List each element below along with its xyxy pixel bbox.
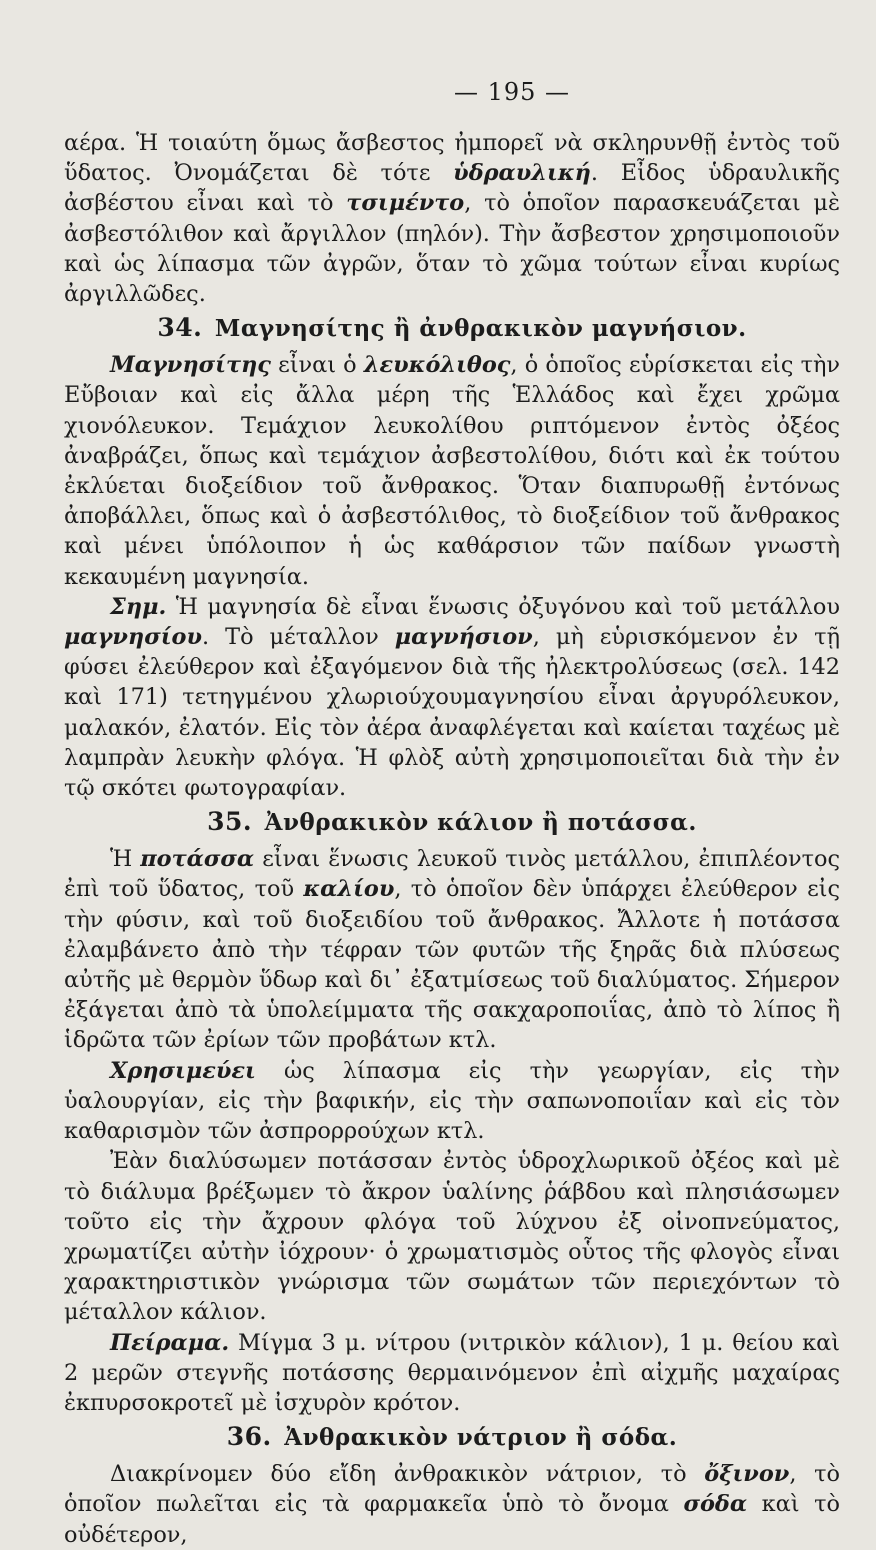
page-number: — 195 — [453, 78, 571, 106]
paragraph-text: Ἡ [110, 846, 141, 873]
paragraph-text: , τὸ ὁποῖον παρασκευάζεται μὲ ἀσβεστόλιθον καὶ ἄργιλλον (πηλόν). Τὴν ἄσβεστον χρησιμοποιοῦν καὶ ὡς λίπασμα τῶν ἀγρῶν, ὅταν τὸ χῶμα τούτων εἶναι κυρίως ἀργιλλῶδες. [64, 190, 840, 308]
section-number: 35. [207, 807, 253, 837]
paragraph-text: . Τὸ μέταλλον [202, 624, 395, 651]
paragraph-text: καὶ τὸ οὐδέτερον, [64, 1491, 840, 1548]
paragraph-text: , μὴ εὑρισκόμενον ἐν τῇ φύσει ἐλεύθερον καὶ ἐξαγόμενον διὰ τῆς ἠλεκτρολύσεως (σελ. 142 καὶ 171) τετηγμένου χλωριούχουμαγνησίου εἶναι ἀργυρόλευκον, μαλακόν, ἐλατόν. Εἰς τὸν ἀέρα ἀναφλέγεται καὶ καίεται ταχέως μὲ λαμπρὰν λευκὴν φλόγα. Ἡ φλὸξ αὐτὴ χρησιμοποιεῖται διὰ τὴν ἐν τῷ σκότει φωτογραφίαν. [64, 624, 840, 802]
paragraph [64, 128, 840, 309]
paragraph-text: εἶναι ἕνωσις λευκοῦ τινὸς μετάλλου, ἐπιπλέοντος ἐπὶ τοῦ ὕδατος, τοῦ [64, 846, 840, 903]
section-title: Ἀνθρακικὸν κάλιον ἢ ποτάσσα. [264, 809, 697, 837]
emphasized-term: καλίου [303, 876, 395, 903]
paragraph-text: , ὁ ὁποῖος εὑρίσκεται εἰς τὴν Εὔβοιαν καὶ εἰς ἄλλα μέρη τῆς Ἑλλάδος καὶ ἔχει χρῶμα χιονόλευκον. Τεμάχιον λευκολίθου ριπτόμενον ἐντὸς ὀξέος ἀναβράζει, ὅπως καὶ τεμάχιον ἀσβεστολίθου, διότι καὶ ἐκ τούτου ἐκλύεται διοξείδιον τοῦ ἄνθρακος. Ὅταν διαπυρωθῇ ἐντόνως ἀποβάλλει, ὅπως καὶ ὁ ἀσβεστόλιθος, τὸ διοξείδιον τοῦ ἄνθρακος καὶ μένει ὑπόλοιπον ἡ ὡς καθάρσιον τῶν παίδων γνωστὴ κεκαυμένη μαγνησία. [64, 352, 840, 590]
emphasized-term: ὄξινον [704, 1461, 790, 1488]
emphasized-term: τσιμέντο [346, 190, 465, 217]
paragraph [64, 350, 840, 592]
section-heading [64, 313, 840, 344]
paragraph-text: ὡς λίπασμα εἰς τὴν γεωργίαν, εἰς τὴν ὑαλουργίαν, εἰς τὴν βαφικήν, εἰς τὴν σαπωνοποιΐαν καὶ εἰς τὸν καθαρισμὸν τῶν ἀσπρορρούχων κτλ. [64, 1057, 840, 1145]
emphasized-term: ποτάσσα [140, 846, 255, 873]
paragraph [64, 1459, 840, 1550]
emphasized-term: μαγνησίου [64, 624, 203, 651]
paragraph [64, 1328, 840, 1419]
emphasized-term: μαγνήσιον [394, 624, 533, 651]
page-content [64, 128, 840, 1550]
emphasized-term: σόδα [683, 1491, 748, 1518]
emphasized-term: Χρησιμεύει [110, 1057, 256, 1084]
section-heading [64, 807, 840, 838]
section-heading [64, 1422, 840, 1453]
paragraph [64, 844, 840, 1055]
paragraph-text: Μίγμα 3 μ. νίτρου (νιτρικὸν κάλιον), 1 μ. θείου καὶ 2 μερῶν στεγνῆς ποτάσσης θερμαινόμενον ἐπὶ αἰχμῆς μαχαίρας ἐκπυρσοκροτεῖ μὲ ἰσχυρὸν κρότον. [64, 1329, 840, 1416]
section-number: 36. [226, 1422, 272, 1452]
paragraph [64, 1056, 840, 1147]
paragraph-text: Ἐὰν διαλύσωμεν ποτάσσαν ἐντὸς ὑδροχλωρικοῦ ὀξέος καὶ μὲ τὸ διάλυμα βρέξωμεν τὸ ἄκρον ὑαλίνης ῥάβδου καὶ πλησιάσωμεν τοῦτο εἰς τὴν ἄχρουν φλόγα τοῦ λύχνου ἐξ οἰνοπνεύματος, χρωματίζει αὐτὴν ἰόχρουν· ὁ χρωματισμὸς οὗτος τῆς φλογὸς εἶναι χαρακτηριστικὸν γνώρισμα τῶν σωμάτων τῶν περιεχόντων τὸ μέταλλον κάλιον. [64, 1148, 840, 1326]
emphasized-term: Μαγνησίτης [110, 352, 271, 379]
section-number: 34. [157, 313, 203, 343]
paragraph-text: , τὸ ὁποῖον πωλεῖται εἰς τὰ φαρμακεῖα ὑπὸ τὸ ὄνομα [64, 1461, 840, 1518]
paragraph-text: Διακρίνομεν δύο εἴδη ἀνθρακικὸν νάτριον, τὸ [110, 1461, 705, 1488]
paragraph-text: , τὸ ὁποῖον δὲν ὑπάρχει ἐλεύθερον εἰς τὴν φύσιν, καὶ τοῦ διοξειδίου τοῦ ἄνθρακος. Ἄλλοτε ἡ ποτάσσα ἐλαμβάνετο ἀπὸ τὴν τέφραν τῶν φυτῶν τῆς ξηρᾶς διὰ πλύσεως αὐτῆς μὲ θερμὸν ὕδωρ καὶ δι᾽ ἐξατμίσεως τοῦ διαλύματος. Σήμερον ἐξάγεται ἀπὸ τὰ ὑπολείμματα τῆς σακχαροποιΐας, ἀπὸ τὸ λίπος ἢ ἱδρῶτα τῶν ἐρίων τῶν προβάτων κτλ. [64, 876, 840, 1054]
emphasized-term: Σημ. [110, 593, 167, 620]
section-title: Ἀνθρακικὸν νάτριον ἢ σόδα. [284, 1424, 678, 1452]
paragraph [64, 1146, 840, 1327]
emphasized-term: ὑδραυλική [453, 160, 591, 187]
paragraph-text: αέρα. Ἡ τοιαύτη ὅμως ἄσβεστος ἠμπορεῖ νὰ σκληρυνθῇ ἐντὸς τοῦ ὕδατος. Ὀνομάζεται δὲ τότε [64, 130, 840, 187]
paragraph [64, 592, 840, 803]
paragraph-text: . Εἶδος ὑδραυλικῆς ἀσβέστου εἶναι καὶ τὸ [64, 160, 840, 217]
paragraph-text: εἶναι ὁ [270, 352, 364, 379]
paragraph-text: Ἡ μαγνησία δὲ εἶναι ἕνωσις ὀξυγόνου καὶ τοῦ μετάλλου [166, 593, 840, 620]
emphasized-term: λευκόλιθος [363, 352, 511, 379]
section-title: Μαγνησίτης ἢ ἀνθρακικὸν μαγνήσιον. [214, 315, 747, 343]
emphasized-term: Πείραμα. [110, 1329, 230, 1356]
